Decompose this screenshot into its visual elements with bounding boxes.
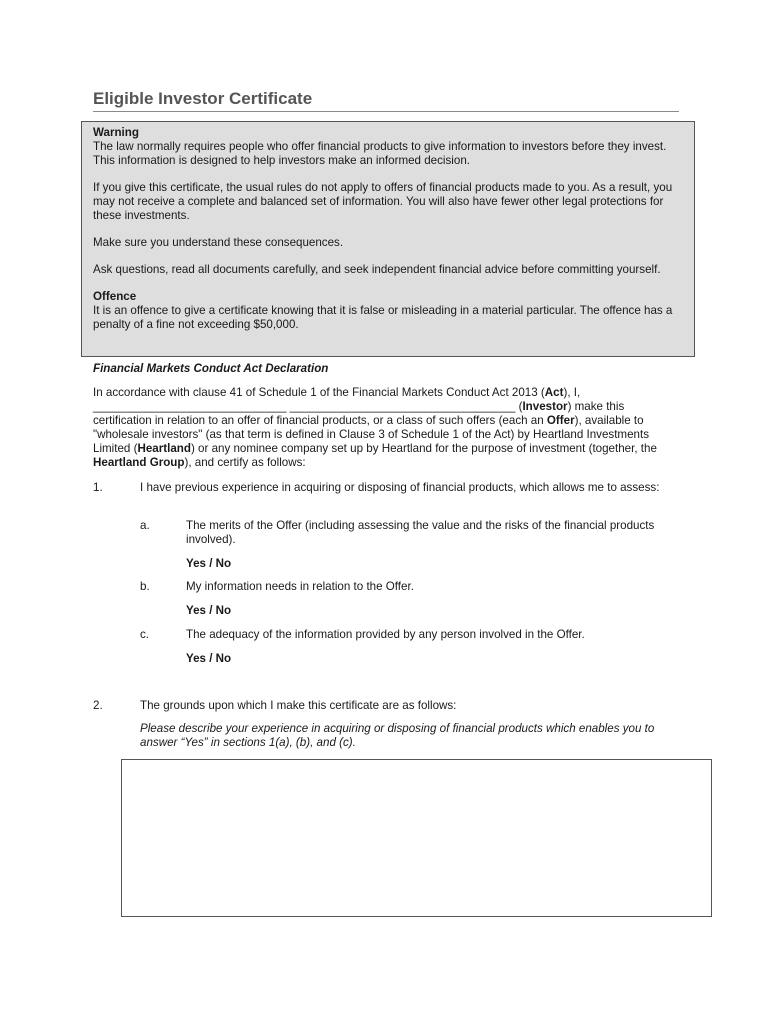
- declaration-paragraph: [93, 386, 683, 470]
- act-term: Act: [544, 386, 564, 399]
- offer-term: Offer: [546, 414, 575, 427]
- item-1-number: 1.: [93, 481, 103, 494]
- declaration-text-2: ), I,: [563, 386, 581, 399]
- item-c-yes-no[interactable]: Yes / No: [186, 652, 232, 665]
- investor-name-blank[interactable]: ______________________________: [93, 400, 287, 413]
- declaration-heading: Financial Markets Conduct Act Declaration: [93, 362, 329, 375]
- document-title: Eligible Investor Certificate: [93, 89, 679, 112]
- item-a-yes-no[interactable]: Yes / No: [186, 557, 232, 570]
- heartland-group-term: Heartland Group: [93, 456, 185, 469]
- item-2-number: 2.: [93, 699, 103, 712]
- item-c-text: The adequacy of the information provided by any person involved in the Offer.: [186, 628, 585, 641]
- item-c-label: c.: [140, 628, 150, 641]
- warning-box: [81, 121, 695, 357]
- item-b-text: My information needs in relation to the Offer.: [186, 580, 414, 593]
- warning-paragraph-4: Ask questions, read all documents carefully, and seek independent financial advice before committing yourself.: [93, 263, 661, 276]
- declaration-text-1: In accordance with clause 41 of Schedule 1 of the Financial Markets Conduct Act 2013 (: [93, 386, 545, 399]
- offence-heading: Offence: [93, 290, 137, 303]
- declaration-text-5: ), available to "wholesale investors" (as that term is defined in Clause 3 of Schedule 1 of the Act) by Heartland Investments Limited (: [93, 414, 650, 455]
- warning-paragraph-3: Make sure you understand these consequences.: [93, 236, 344, 249]
- declaration-text-3: (: [515, 400, 523, 413]
- item-b-yes-no[interactable]: Yes / No: [186, 604, 232, 617]
- warning-paragraph-2: If you give this certificate, the usual rules do not apply to offers of financial products made to you. As a result, you may not receive a complete and balanced set of information. You will also have fewer other legal protections for these investments.: [93, 181, 673, 222]
- item-a-label: a.: [140, 519, 150, 532]
- item-b-label: b.: [140, 580, 150, 593]
- item-2-text: The grounds upon which I make this certificate are as follows:: [140, 699, 457, 712]
- warning-paragraph-1: The law normally requires people who offer financial products to give information to investors before they invest. This information is designed to help investors make an informed decision.: [93, 140, 667, 167]
- investor-address-blank[interactable]: ___________________________________: [289, 400, 516, 413]
- declaration-text-7: ), and certify as follows:: [184, 456, 306, 469]
- declaration-text-6: ) or any nominee company set up by Heartland for the purpose of investment (together, the: [190, 442, 657, 455]
- grounds-answer-box[interactable]: [121, 759, 712, 917]
- item-a-text: The merits of the Offer (including assessing the value and the risks of the financial products involved).: [186, 519, 655, 546]
- item-2-instruction: Please describe your experience in acquiring or disposing of financial products which enables you to answer “Yes” in sections 1(a), (b), and (c).: [140, 722, 655, 749]
- heartland-term: Heartland: [137, 442, 191, 455]
- warning-heading: Warning: [93, 126, 139, 139]
- declaration-text-4: ) make this certification in relation to an offer of financial products, or a class of such offers (each an: [93, 400, 625, 427]
- offence-text: It is an offence to give a certificate knowing that it is false or misleading in a material particular. The offence has a penalty of a fine not exceeding $50,000.: [93, 304, 673, 331]
- item-1-text: I have previous experience in acquiring or disposing of financial products, which allows me to assess:: [140, 481, 660, 494]
- investor-term: Investor: [522, 400, 568, 413]
